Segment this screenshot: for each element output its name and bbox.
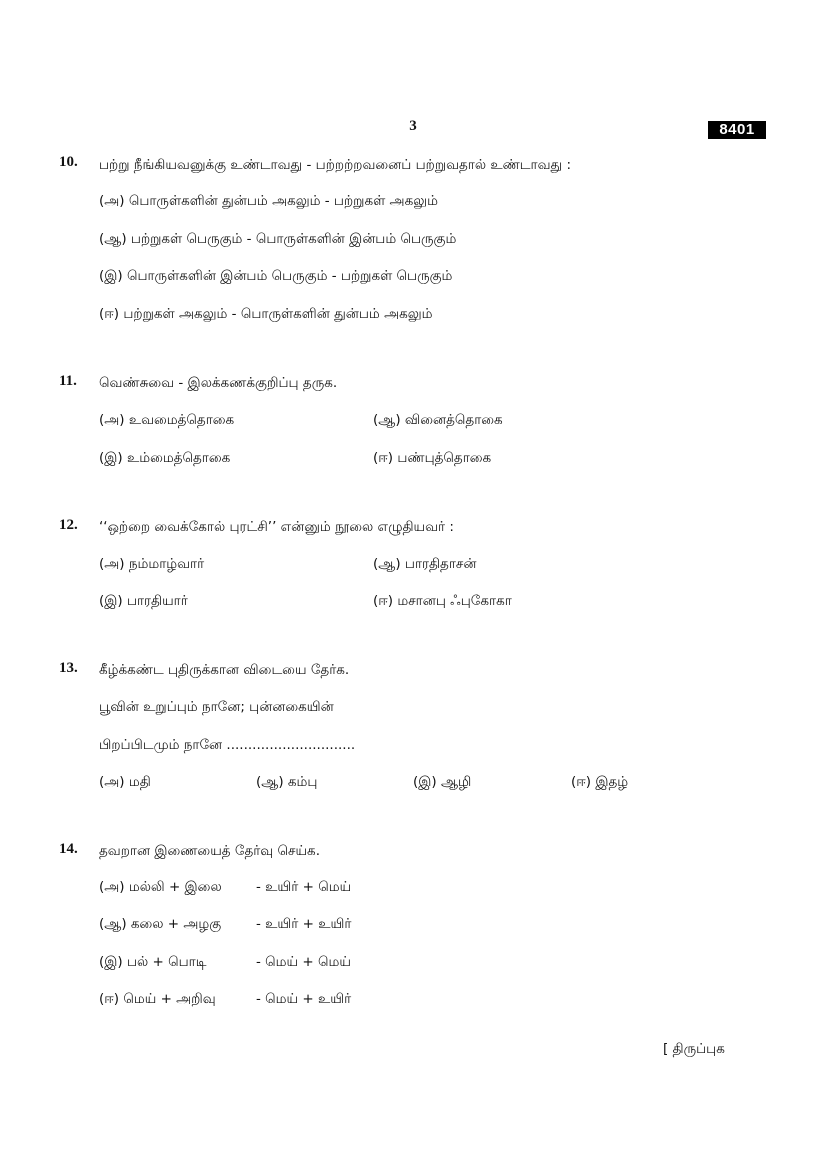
option: (இ) பாரதியார் [99, 593, 188, 609]
question-text: தவறான இணையைத் தேர்வு செய்க. [99, 843, 320, 859]
option: (ஆ) பற்றுகள் பெருகும் - பொருள்களின் இன்பம் பெருகும் [99, 231, 457, 247]
option: (அ) மதி [99, 774, 151, 790]
option-label: (ஆ) கலை + அழகு [99, 916, 222, 932]
option: (ஈ) இதழ் [571, 774, 629, 790]
option: (ஆ) கம்பு [256, 774, 318, 790]
question-text: ‘‘ஒற்றை வைக்கோல் புரட்சி’’ என்னும் நூலை எழுதியவர் : [99, 519, 454, 535]
continue-note: [ திருப்புக [663, 1041, 725, 1057]
option: (ஈ) மசானபு ஃபுகோகா [373, 593, 512, 609]
option: (ஆ) வினைத்தொகை [373, 412, 503, 428]
question-text: கீழ்க்கண்ட புதிருக்கான விடையை தேர்க. [99, 662, 350, 678]
question-number: 10. [59, 154, 78, 170]
option-label: (அ) மல்லி + இலை [99, 879, 222, 895]
option-answer: - மெய் + உயிர் [256, 991, 352, 1007]
option-answer: - மெய் + மெய் [256, 954, 351, 970]
option: (இ) ஆழி [413, 774, 472, 790]
question-text: வெண்சுவை - இலக்கணக்குறிப்பு தருக. [99, 375, 338, 391]
question-number: 14. [59, 841, 78, 857]
option: (அ) பொருள்களின் துன்பம் அகலும் - பற்றுகள் அகலும் [99, 193, 438, 209]
question-number: 12. [59, 517, 78, 533]
option: (ஈ) பண்புத்தொகை [373, 450, 492, 466]
option: (இ) பொருள்களின் இன்பம் பெருகும் - பற்றுகள் பெருகும் [99, 268, 453, 284]
option-label: (ஈ) மெய் + அறிவு [99, 991, 216, 1007]
question-number: 11. [59, 373, 77, 389]
option: (ஆ) பாரதிதாசன் [373, 556, 477, 572]
option-label: (இ) பல் + பொடி [99, 954, 207, 970]
option-answer: - உயிர் + உயிர் [256, 916, 352, 932]
option: (இ) உம்மைத்தொகை [99, 450, 231, 466]
option: (ஈ) பற்றுகள் அகலும் - பொருள்களின் துன்பம் அகலும் [99, 306, 433, 322]
riddle-line: பிறப்பிடமும் நானே .............................. [99, 737, 356, 753]
page-number: 3 [409, 118, 417, 134]
paper-code-badge: 8401 [708, 121, 766, 139]
option-answer: - உயிர் + மெய் [256, 879, 352, 895]
question-text: பற்று நீங்கியவனுக்கு உண்டாவது - பற்றற்றவனைப் பற்றுவதால் உண்டாவது : [99, 157, 572, 173]
option: (அ) உவமைத்தொகை [99, 412, 235, 428]
riddle-line: பூவின் உறுப்பும் நானே; புன்னகையின் [99, 699, 334, 715]
question-number: 13. [59, 660, 78, 676]
option: (அ) நம்மாழ்வார் [99, 556, 205, 572]
